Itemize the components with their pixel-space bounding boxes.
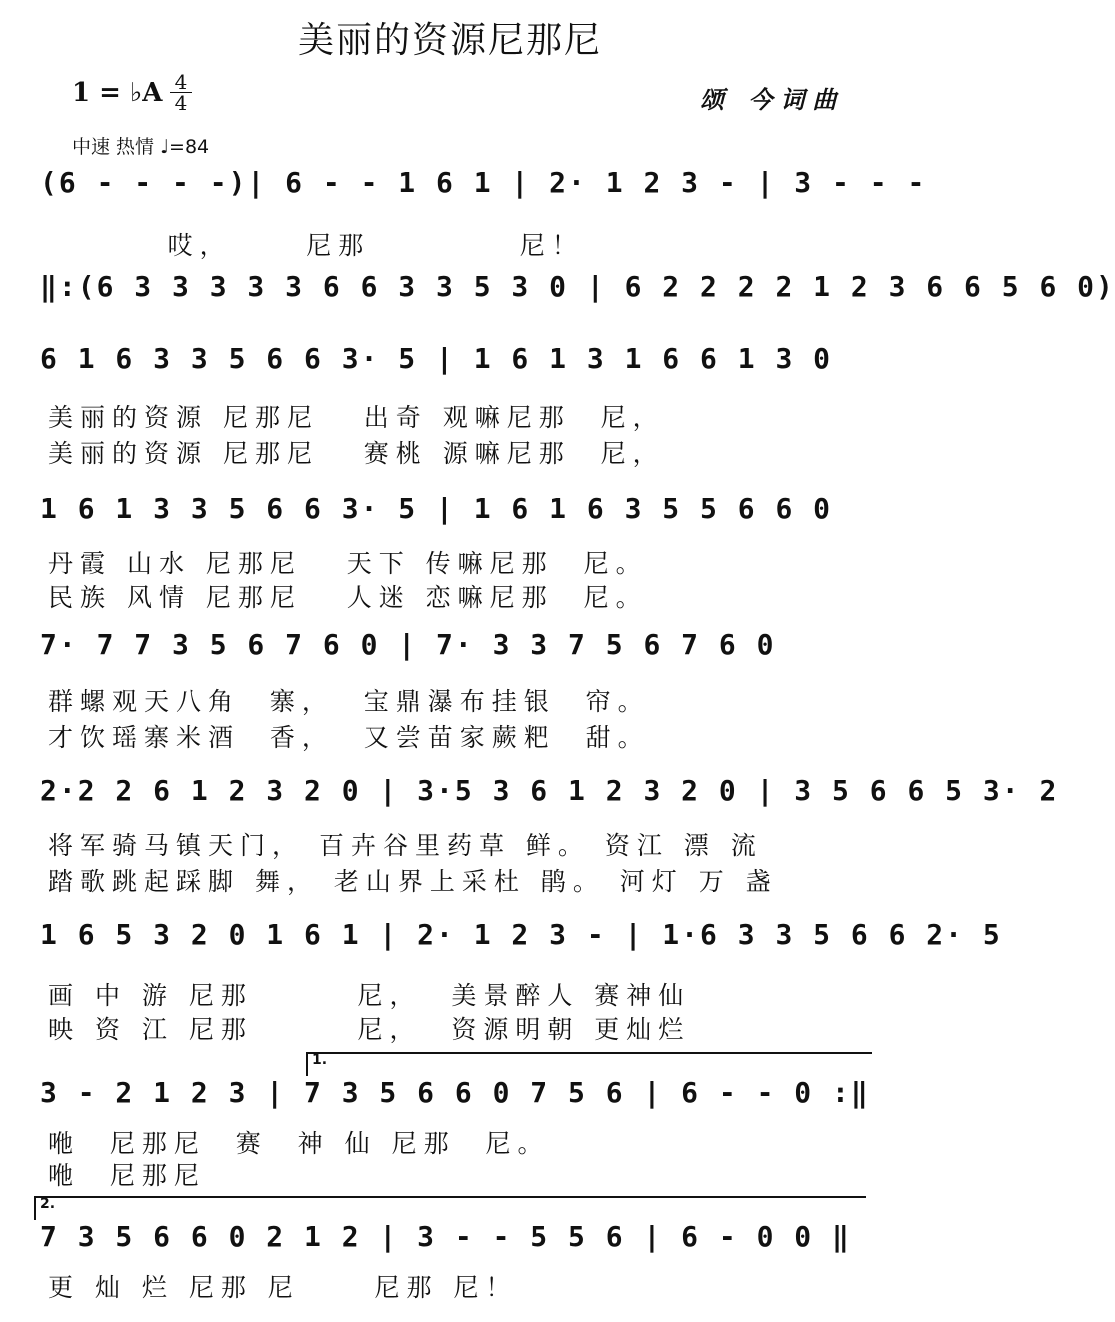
lyrics-row-3-verse-2: 美丽的资源 尼那尼 赛桃 源嘛尼那 尼，: [48, 439, 665, 468]
notes-row-7: 1 6 5 3 2 0 1 6 1 | 2· 1 2 3 - | 1·6 3 3 5 6 6 2· 5: [40, 918, 1002, 951]
score-row-1: [40, 162, 927, 220]
notes-row-4: 1 6 1 3 3 5 6 6 3· 5 | 1 6 1 6 3 5 5 6 6 0: [40, 492, 833, 525]
notes-row-5: 7· 7 7 3 5 6 7 6 0 | 7· 3 3 7 5 6 7 6 0: [40, 628, 776, 661]
time-signature-top: 4: [170, 72, 192, 93]
song-title: 美丽的资源尼那尼: [297, 20, 602, 61]
time-signature-bottom: 4: [174, 91, 188, 115]
notes-row-1: (6 - - - -)| 6 - - 1 6 1 | 2· 1 2 3 - | 3 - - -: [40, 166, 927, 199]
lyrics-row-1-verse-1: 哎， 尼那 尼！: [48, 231, 584, 260]
score-row-8: [40, 1072, 870, 1130]
lyrics-row-7-verse-2: 映 资 江 尼那 尼， 资源明朝 更灿烂: [48, 1015, 691, 1044]
lyrics-row-5-verse-1: 群螺观天八角 寨， 宝鼎瀑布挂银 帘。: [48, 687, 650, 716]
tempo-marking: 中速 热情 ♩=84: [72, 136, 210, 158]
lyrics-row-8-verse-2: 咃 尼那尼: [48, 1161, 206, 1190]
lyrics-row-6-verse-1: 将军骑马镇天门， 百卉谷里药草 鲜。 资江 漂 流: [48, 831, 763, 860]
score-row-5: [40, 624, 870, 682]
volta-label-2: 2.: [40, 1196, 56, 1212]
lyrics-row-8-verse-1: 咃 尼那尼 赛 神 仙 尼那 尼。: [48, 1129, 550, 1158]
notes-row-3: 6 1 6 3 3 5 6 6 3· 5 | 1 6 1 3 1 6 6 1 3 0: [40, 342, 833, 375]
notes-row-8: 3 - 2 1 2 3 | 7 3 5 6 6 0 7 5 6 | 6 - - 0 :‖: [40, 1076, 870, 1109]
notes-row-9: 7 3 5 6 6 0 2 1 2 | 3 - - 5 5 6 | 6 - 0 0 ‖: [40, 1220, 851, 1253]
volta-label-1: 1.: [312, 1052, 328, 1068]
author-credit: 颂 今词曲: [700, 85, 845, 114]
score-row-9: [40, 1216, 870, 1274]
lyrics-row-7-verse-1: 画 中 游 尼那 尼， 美景醉人 赛神仙: [48, 981, 691, 1010]
score-row-7: [40, 914, 1002, 972]
lyrics-row-6-verse-2: 踏歌跳起踩脚 舞， 老山界上采杜 鹃。 河灯 万 盏: [48, 867, 778, 896]
lyrics-row-9-verse-1: 更 灿 烂 尼那 尼 尼那 尼！: [48, 1273, 518, 1302]
lyrics-row-4-verse-2: 民族 风情 尼那尼 人迷 恋嘛尼那 尼。: [48, 583, 648, 612]
notes-row-6: 2·2 2 6 1 2 3 2 0 | 3·5 3 6 1 2 3 2 0 | 3 5 6 6 5 3· 2: [40, 774, 1059, 807]
score-row-4: [40, 488, 870, 546]
key-signature: 1 = ♭A: [72, 78, 163, 108]
lyrics-row-3-verse-1: 美丽的资源 尼那尼 出奇 观嘛尼那 尼，: [48, 403, 665, 432]
lyrics-row-4-verse-1: 丹霞 山水 尼那尼 天下 传嘛尼那 尼。: [48, 549, 648, 578]
time-signature: [170, 72, 192, 113]
score-row-2: [40, 266, 1115, 324]
score-row-3: [40, 338, 870, 396]
lyrics-row-5-verse-2: 才饮瑶寨米酒 香， 又尝苗家蕨粑 甜。: [48, 723, 650, 752]
notes-row-2: ‖:(6 3 3 3 3 3 6 6 3 3 5 3 0 | 6 2 2 2 2 1 2 3 6 6 5 6 0): [40, 270, 1115, 303]
score-row-6: [40, 770, 1059, 828]
